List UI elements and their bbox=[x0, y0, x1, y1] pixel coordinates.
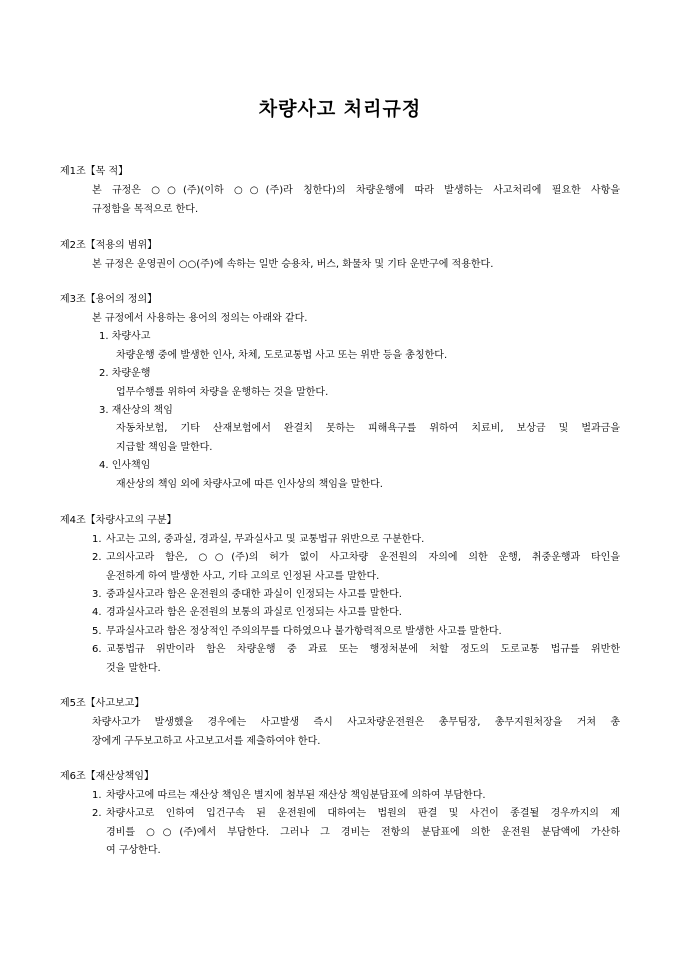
list-item-number: 6. bbox=[92, 644, 102, 655]
document-title: 차량사고 처리규정 bbox=[258, 98, 422, 120]
list-item-text-line: 사고는 고의, 중과실, 경과실, 무과실사고 및 교통법규 위반으로 구분한다. bbox=[106, 534, 425, 545]
list-item-number: 4. bbox=[92, 607, 102, 618]
article-5-text-line: 장에게 구두보고하고 사고보고서를 제출하여야 한다. bbox=[92, 736, 321, 747]
definition-term: 2. 차량운행 bbox=[99, 368, 151, 379]
definition-text-line: 차량운행 중에 발생한 인사, 차체, 도로교통법 사고 또는 위반 등을 총칭한다. bbox=[116, 350, 448, 361]
list-item-text-line: 고의사고라 함은, ○○(주)의 허가 없이 사고차량 운전원의 자의에 의한 운행, 취중운행과 타인을 bbox=[106, 552, 620, 563]
definition-term: 1. 차량사고 bbox=[99, 331, 151, 342]
list-item-text-line: 경과실사고라 함은 운전원의 보통의 과실로 인정되는 사고를 말한다. bbox=[106, 607, 402, 618]
definition-term: 3. 재산상의 책임 bbox=[99, 405, 173, 416]
list-item-text-line: 차량사고로 인하여 입건구속 된 운전원에 대하여는 법원의 판결 및 사건이 종결될 경우까지의 제 bbox=[106, 808, 620, 819]
list-item-text-line: 차량사고에 따르는 재산상 책임은 별지에 첨부된 재산상 책임분담표에 의하여 부담한다. bbox=[106, 790, 486, 801]
list-item-text-line: 경비를 ○○(주)에서 부담한다. 그러나 그 경비는 전항의 분담표에 의한 운전원 분담액에 가산하 bbox=[106, 827, 620, 838]
article-1-heading: 제1조【목 적】 bbox=[60, 166, 129, 177]
definition-text-line: 지급할 책임을 말한다. bbox=[116, 442, 213, 453]
definition-text-line: 재산상의 책임 외에 차량사고에 따른 인사상의 책임을 말한다. bbox=[116, 479, 383, 490]
list-item-number: 1. bbox=[92, 534, 102, 545]
list-item-number: 2. bbox=[92, 552, 102, 563]
list-item-number: 1. bbox=[92, 790, 102, 801]
list-item-number: 2. bbox=[92, 808, 102, 819]
list-item-text-line: 중과실사고라 함은 운전원의 중대한 과실이 인정되는 사고를 말한다. bbox=[106, 589, 402, 600]
article-5-heading: 제5조【사고보고】 bbox=[60, 698, 145, 709]
article-2-text-line: 본 규정은 운영권이 ○○(주)에 속하는 일반 승용차, 버스, 화물차 및 기타 운반구에 적용한다. bbox=[92, 259, 494, 270]
article-3-intro: 본 규정에서 사용하는 용어의 정의는 아래와 같다. bbox=[92, 313, 308, 324]
article-1-text-line: 본 규정은 ○○(주)(이하 ○○(주)라 칭한다)의 차량운행에 따라 발생하는 사고처리에 필요한 사항을 bbox=[92, 185, 620, 196]
list-item-text-line: 교통법규 위반이라 함은 차량운행 중 과료 또는 행정처분에 처할 정도의 도로교통 법규를 위반한 bbox=[106, 644, 620, 655]
list-item-text-line: 무과실사고라 함은 정상적인 주의의무를 다하였으나 불가항력적으로 발생한 사고를 말한다. bbox=[106, 626, 502, 637]
article-5-text-line: 차량사고가 발생했을 경우에는 사고발생 즉시 사고차량운전원은 총무팀장, 총무지원처장을 거쳐 총 bbox=[92, 717, 620, 728]
list-item-number: 3. bbox=[92, 589, 102, 600]
definition-text-line: 자동차보험, 기타 산재보험에서 완결치 못하는 피해욕구를 위하여 치료비, 보상금 및 벌과금을 bbox=[116, 423, 620, 434]
definition-text-line: 업무수행를 위하여 차량을 운행하는 것을 말한다. bbox=[116, 387, 329, 398]
article-6-heading: 제6조【재산상책임】 bbox=[60, 771, 154, 782]
definition-term: 4. 인사책임 bbox=[99, 460, 151, 471]
list-item-text-line: 것을 말한다. bbox=[106, 663, 161, 674]
list-item-text-line: 운전하게 하여 발생한 사고, 기타 고의로 인정된 사고를 말한다. bbox=[106, 571, 380, 582]
article-2-heading: 제2조【적용의 범위】 bbox=[60, 240, 158, 251]
list-item-number: 5. bbox=[92, 626, 102, 637]
article-1-text-line: 규정함을 목적으로 한다. bbox=[92, 204, 199, 215]
article-4-heading: 제4조【차량사고의 구분】 bbox=[60, 515, 177, 526]
article-3-heading: 제3조【용어의 정의】 bbox=[60, 294, 158, 305]
list-item-text-line: 여 구상한다. bbox=[106, 845, 161, 856]
